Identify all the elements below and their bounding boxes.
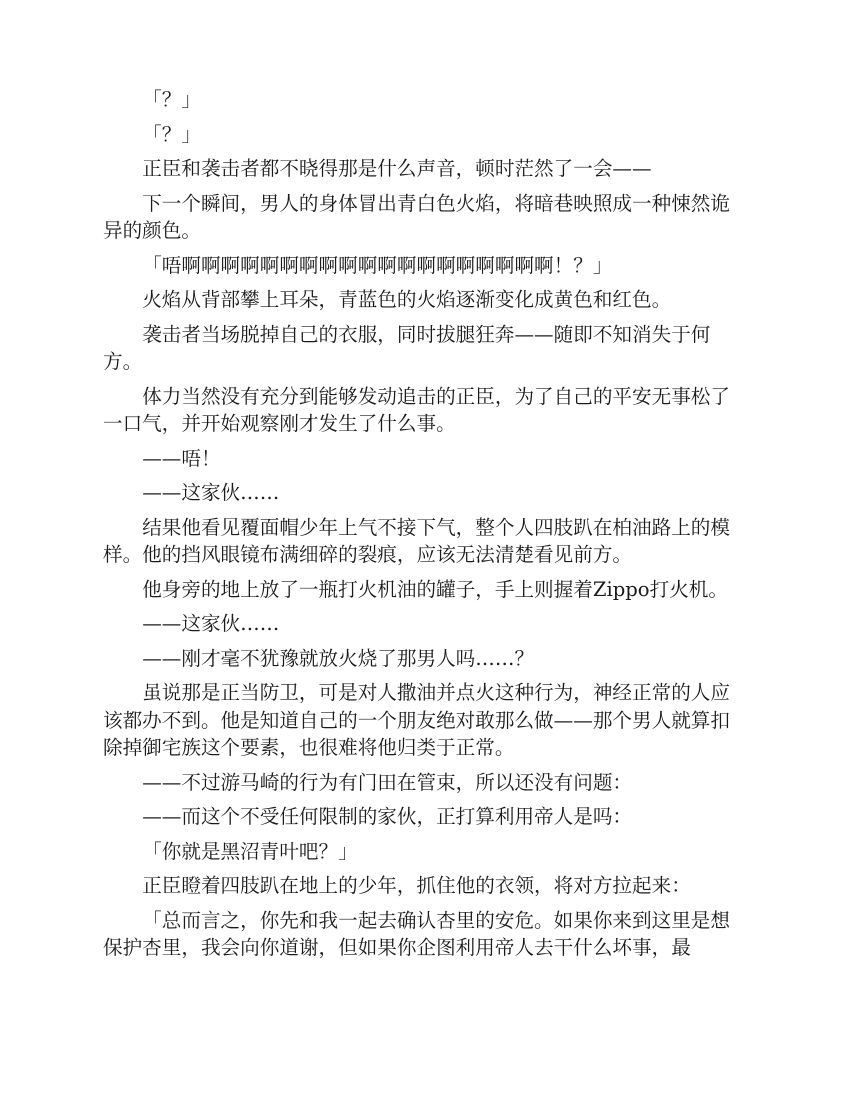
paragraph: 「你就是黑沼青叶吧？」 [142,839,358,863]
paragraph: 正臣和袭击者都不晓得那是什么声音，顿时茫然了一会—— [142,157,652,180]
paragraph: ——这家伙…… [142,481,280,504]
paragraph: 下一个瞬间，男人的身体冒出青白色火焰，将暗巷映照成一种悚然诡异的颜色。 [103,191,730,242]
paragraph: 「？」 [142,122,201,146]
paragraph: 正臣瞪着四肢趴在地上的少年，抓住他的衣领，将对方拉起来： [142,874,691,897]
paragraph: 火焰从背部攀上耳朵，青蓝色的火焰逐渐变化成黄色和红色。 [142,288,672,311]
paragraph: ——这家伙…… [142,612,280,635]
paragraph: 体力当然没有充分到能够发动追击的正臣，为了自己的平安无事松了一口气，并开始观察刚才发生了什么事。 [103,384,730,435]
paragraph: 他身旁的地上放了一瓶打火机油的罐子，手上则握着Zippo打火机。 [142,577,728,601]
paragraph: ——不过游马崎的行为有门田在管束，所以还没有问题： [142,770,633,794]
document-page [103,86,748,969]
paragraph: ——刚才毫不犹豫就放火烧了那男人吗……？ [142,646,535,670]
paragraph: 虽说那是正当防卫，可是对人撒油并点火这种行为，神经正常的人应该都办不到。他是知道自己的一个朋友绝对敢那么做——那个男人就算扣除掉御宅族这个要素，也很难将他归类于正常。 [103,681,730,759]
paragraph: 「？」 [142,88,201,111]
paragraph: ——唔！ [142,446,221,470]
paragraph: 「总而言之，你先和我一起去确认杏里的安危。如果你来到这里是想保护杏里，我会向你道谢，但如果你企图利用帝人去干什么坏事，最 [103,908,730,959]
paragraph: 「唔啊啊啊啊啊啊啊啊啊啊啊啊啊啊啊啊啊啊啊！？」 [142,253,613,277]
paragraph: 结果他看见覆面帽少年上气不接下气，整个人四肢趴在柏油路上的模样。他的挡风眼镜布满细碎的裂痕，应该无法清楚看见前方。 [103,515,730,566]
paragraph: ——而这个不受任何限制的家伙，正打算利用帝人是吗： [142,805,633,828]
paragraph: 袭击者当场脱掉自己的衣服，同时拔腿狂奔——随即不知消失于何方。 [103,322,711,373]
